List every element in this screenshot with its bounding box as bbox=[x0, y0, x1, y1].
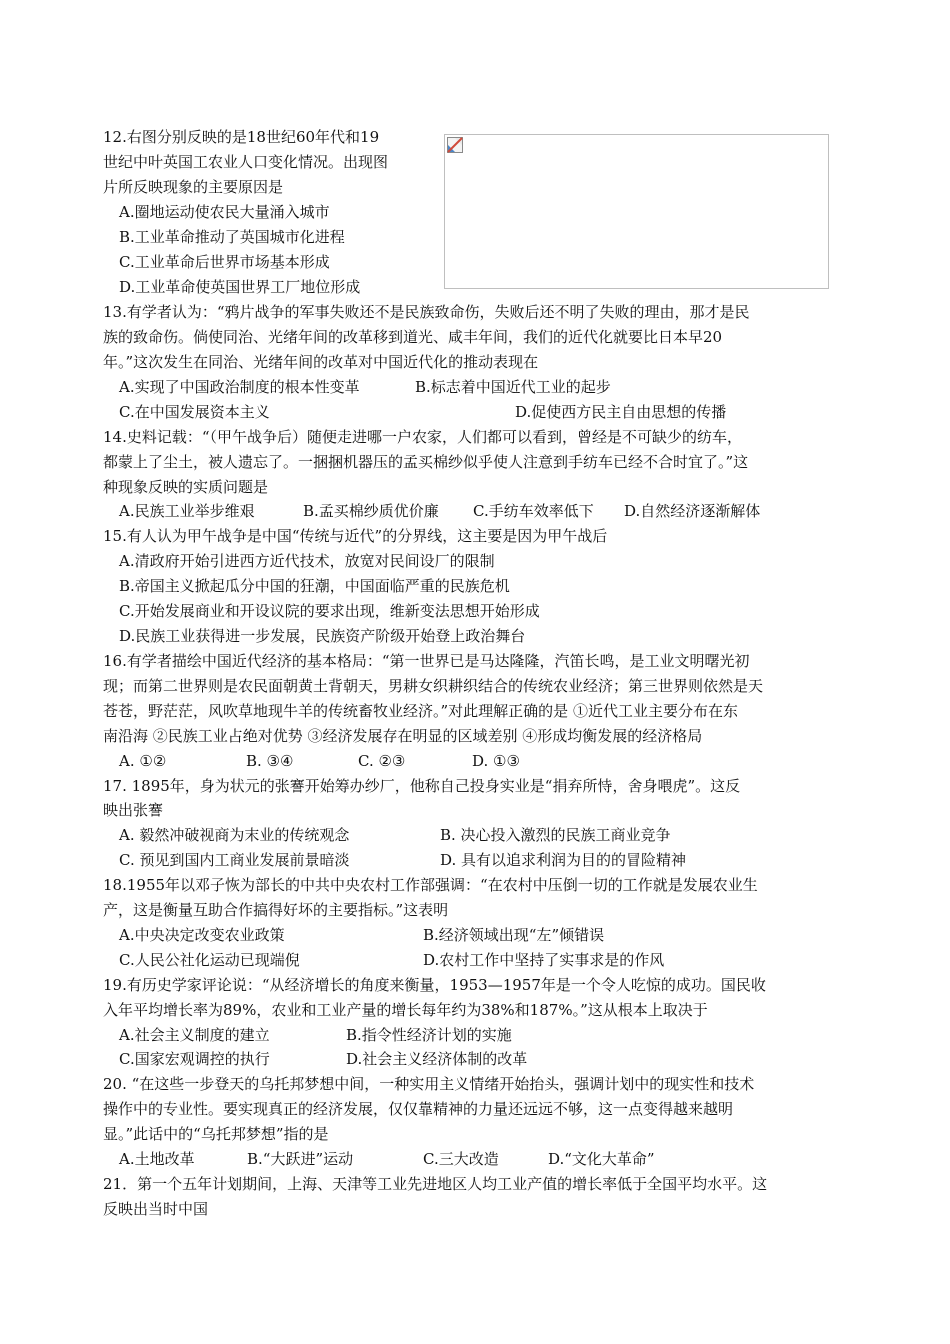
q17-option-c: C. 预见到国内工商业发展前景暗淡 bbox=[119, 851, 350, 869]
q12-option-a: A.圈地运动使农民大量涌入城市 bbox=[119, 203, 330, 221]
q15-stem-line: 15.有人认为甲午战争是中国“传统与近代”的分界线，这主要是因为甲午战后 bbox=[103, 527, 608, 545]
q15-option-c: C.开始发展商业和开设议院的要求出现，维新变法思想开始形成 bbox=[119, 602, 540, 620]
q12-option-d: D.工业革命使英国世界工厂地位形成 bbox=[119, 278, 361, 296]
q20-option-b: B.“大跃进”运动 bbox=[247, 1150, 354, 1168]
q16-option-a: A. ①② bbox=[119, 752, 167, 770]
q19-option-b: B.指令性经济计划的实施 bbox=[346, 1026, 512, 1044]
q19-stem-line: 入年平均增长率为89%，农业和工业产量的增长每年约为38%和187%。”这从根本上取决于 bbox=[103, 1001, 708, 1019]
q20-stem-line: 操作中的专业性。要实现真正的经济发展，仅仅靠精神的力量还远远不够，这一点变得越来越明 bbox=[103, 1100, 734, 1118]
broken-image-icon bbox=[447, 137, 463, 153]
q15-option-b: B.帝国主义掀起瓜分中国的狂潮，中国面临严重的民族危机 bbox=[119, 577, 510, 595]
q20-stem-line: 显。”此话中的“乌托邦梦想”指的是 bbox=[103, 1125, 329, 1143]
q18-option-d: D.农村工作中坚持了实事求是的作风 bbox=[423, 951, 665, 969]
q15-option-d: D.民族工业获得进一步发展，民族资产阶级开始登上政治舞台 bbox=[119, 627, 526, 645]
figure-placeholder bbox=[444, 134, 829, 289]
q12-option-b: B.工业革命推动了英国城市化进程 bbox=[119, 228, 345, 246]
q13-option-d: D.促使西方民主自由思想的传播 bbox=[515, 403, 727, 421]
q14-option-c: C.手纺车效率低下 bbox=[473, 502, 594, 520]
q20-option-d: D.“文化大革命” bbox=[548, 1150, 655, 1168]
q21-stem-line: 反映出当时中国 bbox=[103, 1200, 209, 1218]
q17-option-a: A. 毅然冲破视商为末业的传统观念 bbox=[119, 826, 350, 844]
q16-stem-line: 苍苍，野茫茫，风吹草地现牛羊的传统畜牧业经济。”对此理解正确的是 ①近代工业主要分布在东 bbox=[103, 702, 738, 720]
q18-option-a: A.中央决定改变农业政策 bbox=[119, 926, 285, 944]
q14-option-d: D.自然经济逐渐解体 bbox=[624, 502, 761, 520]
q20-option-c: C.三大改造 bbox=[423, 1150, 499, 1168]
q17-option-b: B. 决心投入激烈的民族工商业竞争 bbox=[440, 826, 671, 844]
q18-option-b: B.经济领域出现“左”倾错误 bbox=[423, 926, 605, 944]
q19-option-c: C.国家宏观调控的执行 bbox=[119, 1050, 270, 1068]
q17-stem-line: 17. 1895年，身为状元的张謇开始筹办纱厂，他称自己投身实业是“捐弃所恃，舍身喂虎”。这反 bbox=[103, 777, 741, 795]
q13-stem-line: 族的致命伤。倘使同治、光绪年间的改革移到道光、咸丰年间，我们的近代化就要比日本早20 bbox=[103, 328, 723, 346]
q16-option-d: D. ①③ bbox=[472, 752, 520, 770]
q13-stem-line: 13.有学者认为：“鸦片战争的军事失败还不是民族致命伤，失败后还不明了失败的理由，那才是民 bbox=[103, 303, 750, 321]
q17-option-d: D. 具有以追求利润为目的的冒险精神 bbox=[440, 851, 687, 869]
q20-stem-line: 20. “在这些一步登天的乌托邦梦想中间，一种实用主义情绪开始抬头，强调计划中的现实性和技术 bbox=[103, 1075, 755, 1093]
q14-stem-line: 种现象反映的实质问题是 bbox=[103, 478, 269, 496]
q13-option-b: B.标志着中国近代工业的起步 bbox=[415, 378, 611, 396]
q18-stem-line: 18.1955年以邓子恢为部长的中共中央农村工作部强调：“在农村中压倒一切的工作就是发展农业生 bbox=[103, 876, 758, 894]
q16-option-b: B. ③④ bbox=[246, 752, 294, 770]
q21-stem-line: 21．第一个五年计划期间，上海、天津等工业先进地区人均工业产值的增长率低于全国平均水平。这 bbox=[103, 1175, 768, 1193]
q20-option-a: A.土地改革 bbox=[119, 1150, 195, 1168]
q13-stem-line: 年。”这次发生在同治、光绪年间的改革对中国近代化的推动表现在 bbox=[103, 353, 539, 371]
q14-stem-line: 14.史料记载：“（甲午战争后）随便走进哪一户农家，人们都可以看到，曾经是不可缺少的纺车， bbox=[103, 428, 743, 446]
q16-stem-line: 现；而第二世界则是农民面朝黄土背朝天，男耕女织耕织结合的传统农业经济；第三世界则依然是天 bbox=[103, 677, 764, 695]
q12-stem-line: 片所反映现象的主要原因是 bbox=[103, 178, 284, 196]
q12-option-c: C.工业革命后世界市场基本形成 bbox=[119, 253, 330, 271]
q19-stem-line: 19.有历史学家评论说：“从经济增长的角度来衡量，1953—1957年是一个令人吃惊的成功。国民收 bbox=[103, 976, 766, 994]
q16-option-c: C. ②③ bbox=[358, 752, 406, 770]
q19-option-a: A.社会主义制度的建立 bbox=[119, 1026, 270, 1044]
q12-stem-line: 12.右图分别反映的是18世纪60年代和19 bbox=[103, 128, 380, 146]
q16-stem-line: 南沿海 ②民族工业占绝对优势 ③经济发展存在明显的区域差别 ④形成均衡发展的经济格局 bbox=[103, 727, 703, 745]
q14-option-a: A.民族工业举步维艰 bbox=[119, 502, 255, 520]
q13-option-a: A.实现了中国政治制度的根本性变革 bbox=[119, 378, 360, 396]
q13-option-c: C.在中国发展资本主义 bbox=[119, 403, 270, 421]
q14-option-b: B.孟买棉纱质优价廉 bbox=[303, 502, 439, 520]
q17-stem-line: 映出张謇 bbox=[103, 801, 164, 819]
q16-stem-line: 16.有学者描绘中国近代经济的基本格局：“第一世界已是马达隆隆，汽笛长鸣，是工业文明曙光初 bbox=[103, 652, 750, 670]
q14-stem-line: 都蒙上了尘土，被人遗忘了。一捆捆机器压的孟买棉纱似乎使人注意到手纺车已经不合时宜了。”这 bbox=[103, 453, 749, 471]
q15-option-a: A.清政府开始引进西方近代技术，放宽对民间设厂的限制 bbox=[119, 552, 495, 570]
q12-stem-line: 世纪中叶英国工农业人口变化情况。出现图 bbox=[103, 153, 389, 171]
q18-stem-line: 产，这是衡量互助合作搞得好坏的主要指标。”这表明 bbox=[103, 901, 449, 919]
q19-option-d: D.社会主义经济体制的改革 bbox=[346, 1050, 528, 1068]
q18-option-c: C.人民公社化运动已现端倪 bbox=[119, 951, 300, 969]
